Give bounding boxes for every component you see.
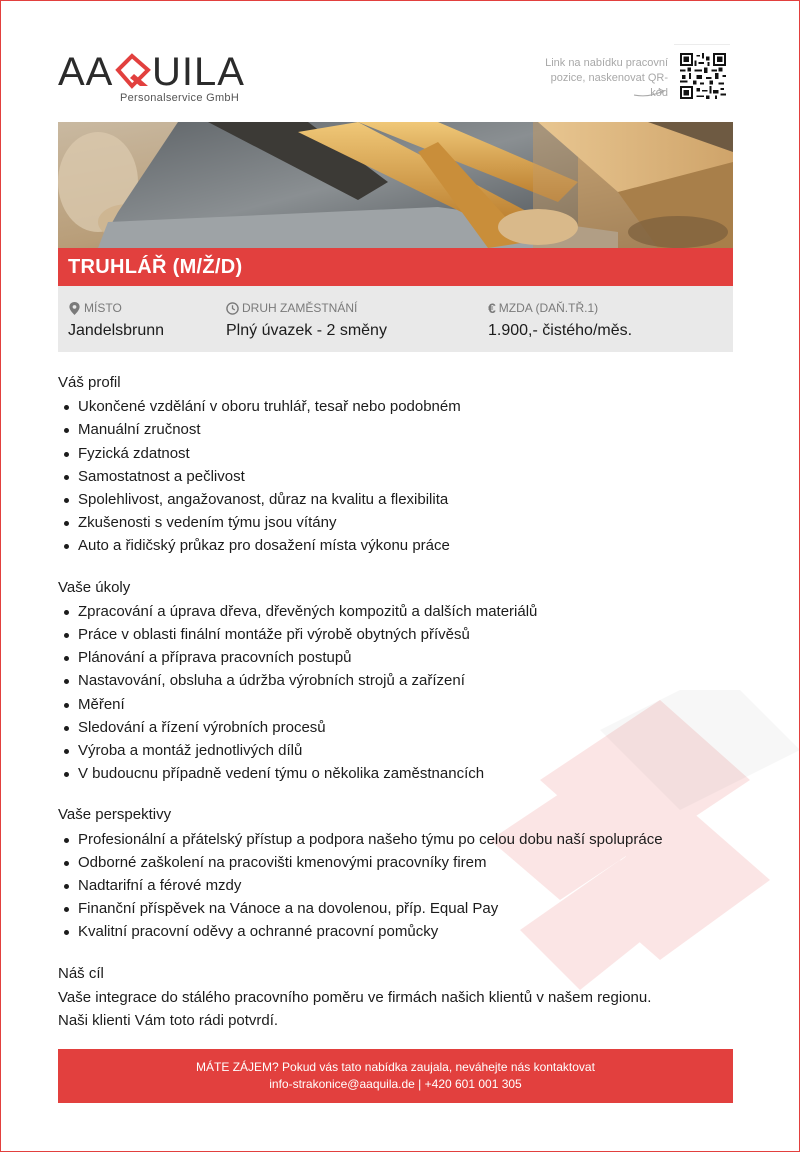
list-item: Spolehlivost, angažovanost, důraz na kvalitu a flexibilita [58,488,738,511]
list-item: Ukončené vzdělání v oboru truhlář, tesař nebo podobném [58,395,738,418]
qr-code-icon[interactable] [680,53,726,99]
clock-icon [226,302,239,315]
perspectives-list [58,828,738,944]
qr-divider [674,44,730,45]
job-description [58,371,738,1032]
list-item: Nastavování, obsluha a údržba výrobních strojů a zařízení [58,669,738,692]
tasks-list [58,600,738,786]
qr-caption: Link na nabídku pracovní pozice, naskenovat QR-kód [545,57,668,99]
list-item: Finanční příspěvek na Vánoce a na dovolenou, příp. Equal Pay [58,897,738,920]
list-item: V budoucnu případně vedení týmu o několika zaměstnancích [58,762,738,785]
hero-image [58,122,733,248]
salary-label: MZDA (DAŇ.TŘ.1) [498,301,599,315]
list-item: Profesionální a přátelský přístup a podpora našeho týmu po celou dobu naší spolupráce [58,828,738,851]
logo-graphic [58,48,258,94]
job-title-bar [58,248,733,286]
euro-icon: € [488,299,496,316]
goal-text-line1: Vaše integrace do stálého pracovního poměru ve firmách našich klientů v našem regionu. [58,988,652,1006]
list-item: Výroba a montáž jednotlivých dílů [58,739,738,762]
list-item: Fyzická zdatnost [58,442,738,465]
job-title: TRUHLÁŘ (M/Ž/D) [68,256,243,278]
list-item: Manuální zručnost [58,418,738,441]
company-logo [58,48,258,108]
map-pin-icon [68,302,81,315]
employment-label: DRUH ZAMĚSTNÁNÍ [242,301,358,315]
list-item: Zpracování a úprava dřeva, dřevěných kompozitů a dalších materiálů [58,600,738,623]
perspectives-heading: Vaše perspektivy [58,806,172,824]
list-item: Nadtarifní a férové mzdy [58,874,738,897]
goal-text-line2: Naši klienti Vám toto rádi potvrdí. [58,1012,279,1030]
footer-contact[interactable]: info-strakonice@aaquila.de | +420 601 001 305 [269,1077,522,1091]
arrow-icon [633,86,667,98]
list-item: Samostatnost a pečlivost [58,465,738,488]
employment-value: Plný úvazek - 2 směny [226,322,387,339]
info-location [68,300,164,340]
info-salary [488,300,632,340]
profile-list [58,395,738,557]
location-value: Jandelsbrunn [68,322,165,339]
list-item: Práce v oblasti finální montáže při výrobě obytných přívěsů [58,623,738,646]
list-item: Měření [58,693,738,716]
list-item: Auto a řidičský průkaz pro dosažení místa výkonu práce [58,534,738,557]
goal-heading: Náš cíl [58,964,104,982]
list-item: Sledování a řízení výrobních procesů [58,716,738,739]
footer-cta: MÁTE ZÁJEM? Pokud vás tato nabídka zaujala, neváhejte nás kontaktovat [196,1060,595,1074]
svg-text:UILA: UILA [152,50,245,94]
list-item: Plánování a příprava pracovních postupů [58,646,738,669]
svg-text:AA: AA [58,50,114,94]
salary-value: 1.900,- čistého/měs. [488,322,633,339]
contact-footer [58,1049,733,1103]
profile-heading: Váš profil [58,374,121,391]
list-item: Zkušenosti s vedením týmu jsou vítány [58,511,738,534]
info-employment [226,300,387,340]
woodworking-tools-image [58,122,733,248]
tasks-heading: Vaše úkoly [58,578,131,596]
logo-subtitle: Personalservice GmbH [120,92,240,104]
list-item: Odborné zaškolení na pracovišti kmenovými pracovníky firem [58,851,738,874]
job-info-bar [58,286,733,352]
location-label: MÍSTO [84,301,122,315]
list-item: Kvalitní pracovní oděvy a ochranné pracovní pomůcky [58,920,738,943]
